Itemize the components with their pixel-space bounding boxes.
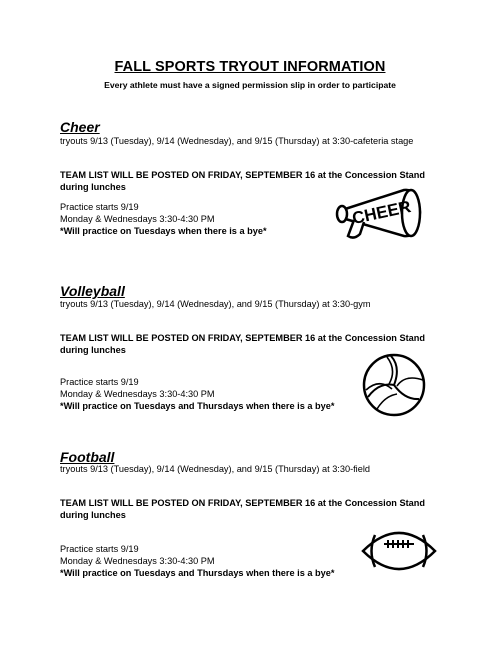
page-title: FALL SPORTS TRYOUT INFORMATION (114, 59, 386, 75)
team-list-notice: TEAM LIST WILL BE POSTED ON FRIDAY, SEPTEMBER 16 at the Concession Stand during lunches (60, 333, 425, 355)
cheer-icon-label: CHEER (350, 197, 413, 229)
practice-note: *Will practice on Tuesdays when there is a bye* (60, 226, 267, 236)
team-list-notice: TEAM LIST WILL BE POSTED ON FRIDAY, SEPTEMBER 16 at the Concession Stand during lunches (60, 170, 425, 192)
tryouts-line: tryouts 9/13 (Tuesday), 9/14 (Wednesday), and 9/15 (Thursday) at 3:30-field (60, 464, 370, 474)
practice-days: Monday & Wednesdays 3:30-4:30 PM (60, 556, 215, 566)
page-subtitle: Every athlete must have a signed permission slip in order to participate (104, 80, 396, 90)
tryouts-line: tryouts 9/13 (Tuesday), 9/14 (Wednesday), and 9/15 (Thursday) at 3:30-gym (60, 299, 371, 309)
practice-start: Practice starts 9/19 (60, 202, 139, 212)
practice-note: *Will practice on Tuesdays and Thursdays when there is a bye* (60, 401, 335, 411)
tryouts-line: tryouts 9/13 (Tuesday), 9/14 (Wednesday), and 9/15 (Thursday) at 3:30-cafeteria stage (60, 136, 414, 146)
cheer-megaphone-icon (332, 184, 424, 242)
section-heading-football: Football (60, 449, 115, 465)
section-heading-cheer: Cheer (60, 119, 100, 135)
section-heading-volleyball: Volleyball (60, 283, 125, 299)
volleyball-icon (361, 352, 427, 418)
practice-days: Monday & Wednesdays 3:30-4:30 PM (60, 214, 215, 224)
practice-start: Practice starts 9/19 (60, 377, 139, 387)
football-icon (360, 525, 438, 577)
practice-start: Practice starts 9/19 (60, 544, 139, 554)
team-list-notice: TEAM LIST WILL BE POSTED ON FRIDAY, SEPTEMBER 16 at the Concession Stand during lunches (60, 498, 425, 520)
practice-note: *Will practice on Tuesdays and Thursdays when there is a bye* (60, 568, 335, 578)
practice-days: Monday & Wednesdays 3:30-4:30 PM (60, 389, 215, 399)
